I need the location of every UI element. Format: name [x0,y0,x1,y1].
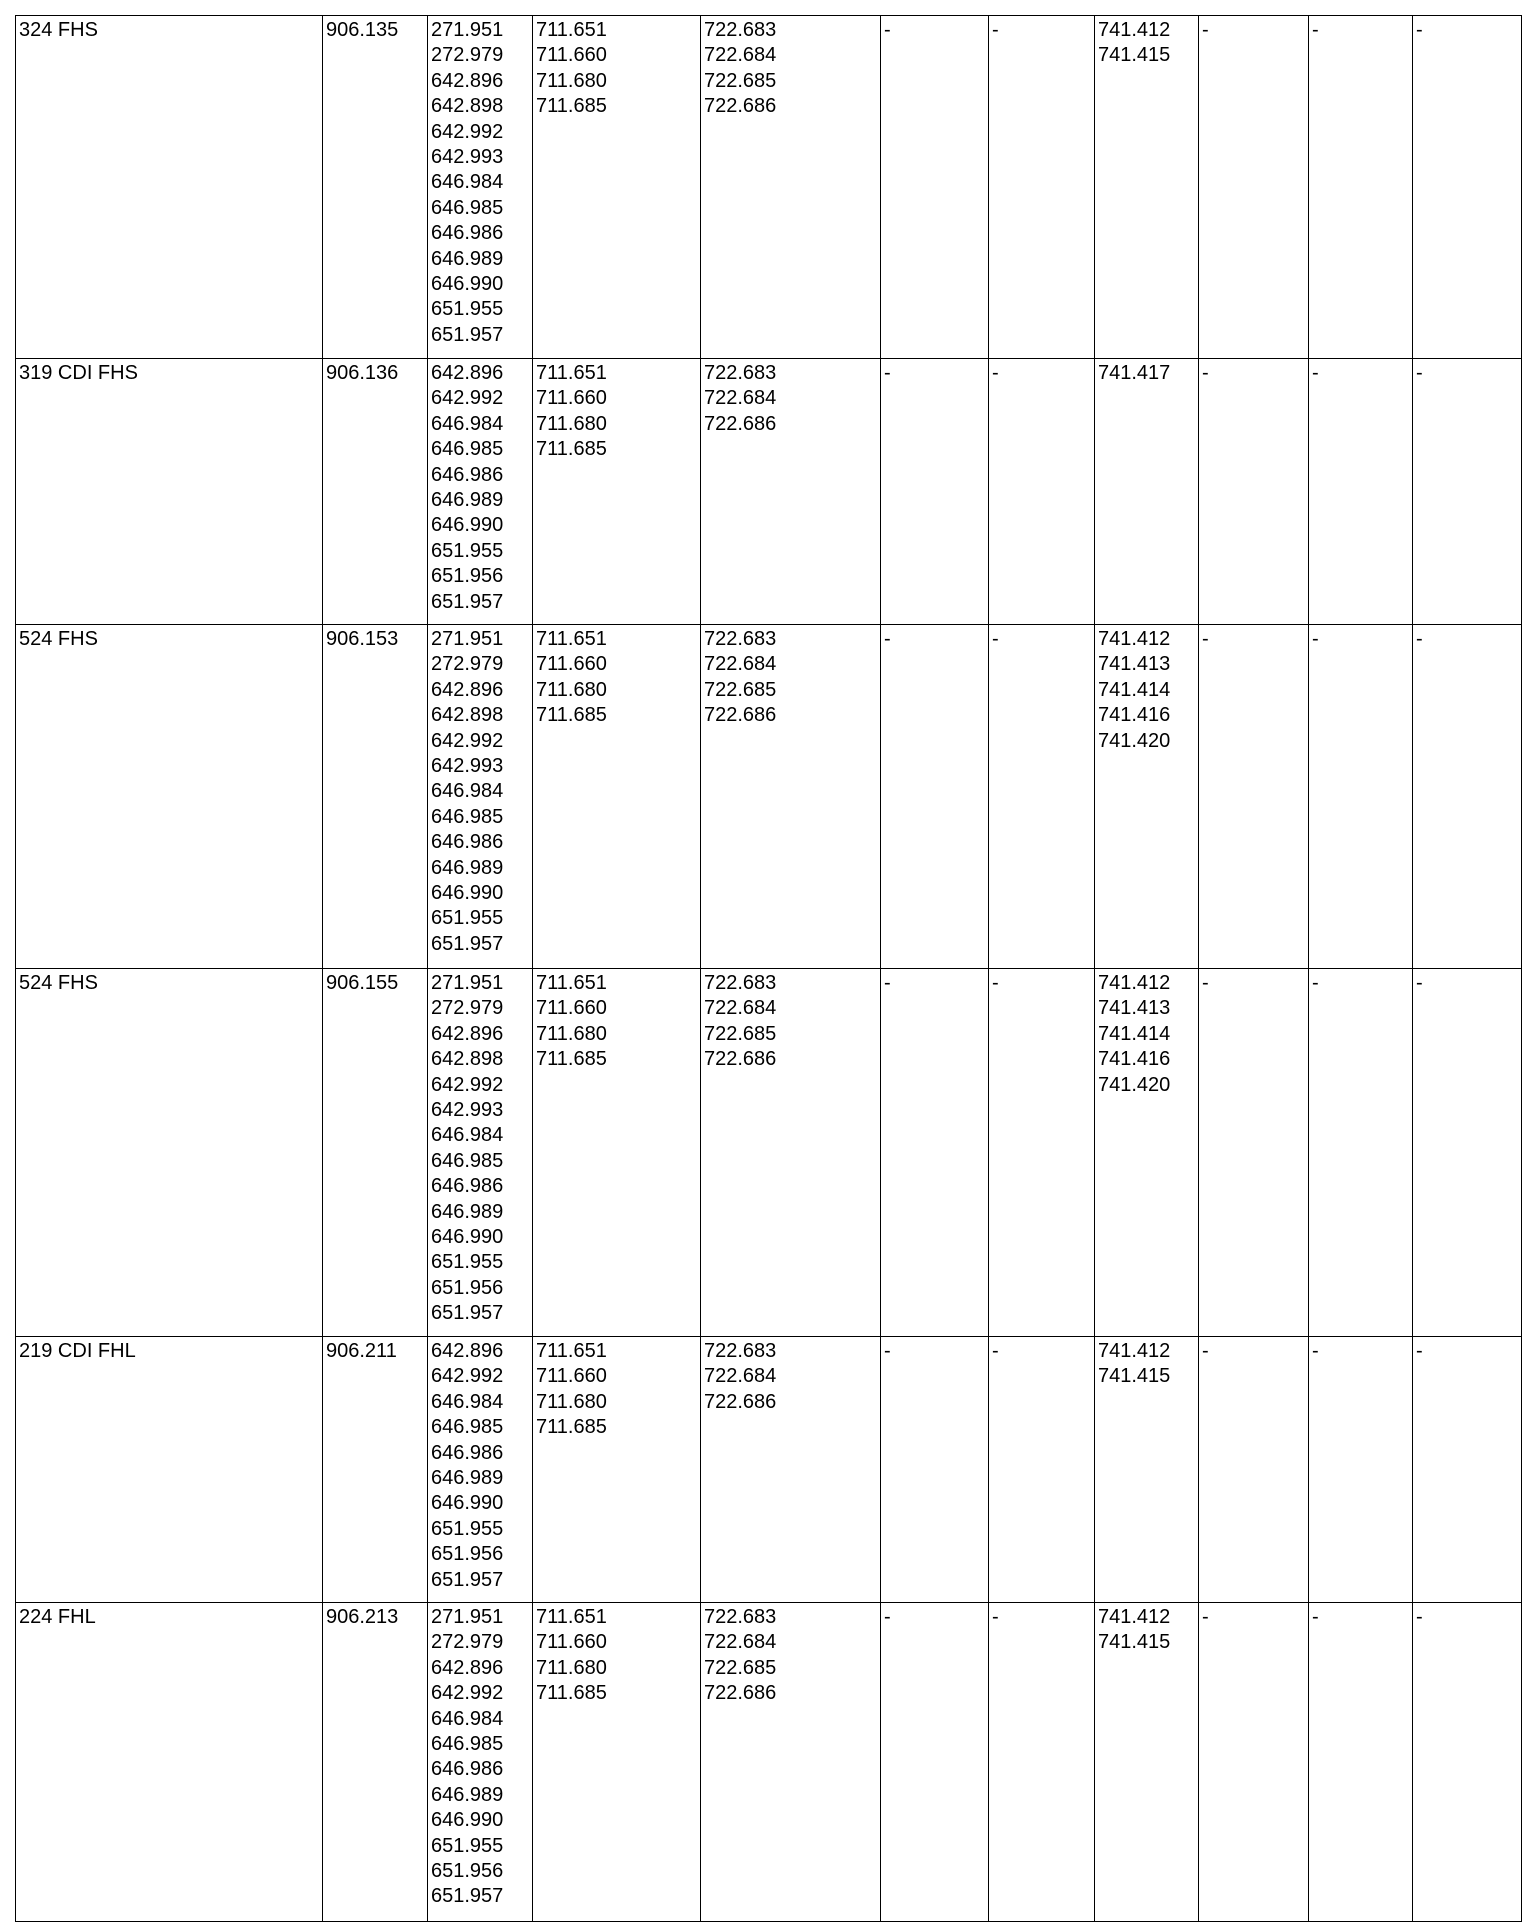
col9-cell: - [1199,1603,1309,1922]
col7-cell: - [989,969,1095,1337]
col9-cell: - [1199,359,1309,625]
table-row [16,969,1522,1337]
col8-cell: 741.412 741.413 741.414 741.416 741.420 [1095,969,1199,1337]
col11-cell: - [1413,16,1522,359]
col5-cell: 722.683 722.684 722.685 722.686 [701,969,881,1337]
col11-cell: - [1413,359,1522,625]
col4-cell: 711.651 711.660 711.680 711.685 [533,969,701,1337]
col7-cell: - [989,359,1095,625]
col3-cell: 642.896 642.992 646.984 646.985 646.986 646.989 646.990 651.955 651.956 651.957 [428,1337,533,1603]
code-cell: 906.153 [323,625,428,969]
table-row [16,16,1522,359]
col4-cell: 711.651 711.660 711.680 711.685 [533,359,701,625]
model-cell: 224 FHL [16,1603,323,1922]
col11-cell: - [1413,1603,1522,1922]
col4-cell: 711.651 711.660 711.680 711.685 [533,16,701,359]
col8-cell: 741.412 741.415 [1095,16,1199,359]
parts-table [15,15,1522,1922]
table-row [16,359,1522,625]
col5-cell: 722.683 722.684 722.685 722.686 [701,625,881,969]
code-cell: 906.211 [323,1337,428,1603]
col8-cell: 741.417 [1095,359,1199,625]
col4-cell: 711.651 711.660 711.680 711.685 [533,1603,701,1922]
code-cell: 906.155 [323,969,428,1337]
col10-cell: - [1309,969,1413,1337]
col9-cell: - [1199,1337,1309,1603]
col11-cell: - [1413,625,1522,969]
col5-cell: 722.683 722.684 722.685 722.686 [701,16,881,359]
col8-cell: 741.412 741.415 [1095,1337,1199,1603]
col3-cell: 642.896 642.992 646.984 646.985 646.986 646.989 646.990 651.955 651.956 651.957 [428,359,533,625]
model-cell: 524 FHS [16,625,323,969]
parts-table-body [16,16,1522,1922]
col11-cell: - [1413,1337,1522,1603]
col10-cell: - [1309,16,1413,359]
col8-cell: 741.412 741.415 [1095,1603,1199,1922]
col9-cell: - [1199,969,1309,1337]
table-row [16,1337,1522,1603]
col3-cell: 271.951 272.979 642.896 642.898 642.992 642.993 646.984 646.985 646.986 646.989 646.990 651.955 651.957 [428,625,533,969]
col3-cell: 271.951 272.979 642.896 642.992 646.984 646.985 646.986 646.989 646.990 651.955 651.956 651.957 [428,1603,533,1922]
col5-cell: 722.683 722.684 722.686 [701,359,881,625]
col8-cell: 741.412 741.413 741.414 741.416 741.420 [1095,625,1199,969]
col4-cell: 711.651 711.660 711.680 711.685 [533,625,701,969]
col6-cell: - [881,359,989,625]
col3-cell: 271.951 272.979 642.896 642.898 642.992 642.993 646.984 646.985 646.986 646.989 646.990 651.955 651.956 651.957 [428,969,533,1337]
col7-cell: - [989,16,1095,359]
model-cell: 319 CDI FHS [16,359,323,625]
col10-cell: - [1309,625,1413,969]
table-row [16,625,1522,969]
col6-cell: - [881,625,989,969]
col3-cell: 271.951 272.979 642.896 642.898 642.992 642.993 646.984 646.985 646.986 646.989 646.990 651.955 651.957 [428,16,533,359]
col4-cell: 711.651 711.660 711.680 711.685 [533,1337,701,1603]
col10-cell: - [1309,1337,1413,1603]
col7-cell: - [989,625,1095,969]
col11-cell: - [1413,969,1522,1337]
code-cell: 906.135 [323,16,428,359]
col7-cell: - [989,1337,1095,1603]
col10-cell: - [1309,359,1413,625]
table-row [16,1603,1522,1922]
col6-cell: - [881,969,989,1337]
model-cell: 324 FHS [16,16,323,359]
col5-cell: 722.683 722.684 722.686 [701,1337,881,1603]
col7-cell: - [989,1603,1095,1922]
model-cell: 524 FHS [16,969,323,1337]
col6-cell: - [881,1337,989,1603]
col10-cell: - [1309,1603,1413,1922]
col9-cell: - [1199,16,1309,359]
code-cell: 906.213 [323,1603,428,1922]
col5-cell: 722.683 722.684 722.685 722.686 [701,1603,881,1922]
col6-cell: - [881,1603,989,1922]
col9-cell: - [1199,625,1309,969]
col6-cell: - [881,16,989,359]
code-cell: 906.136 [323,359,428,625]
model-cell: 219 CDI FHL [16,1337,323,1603]
